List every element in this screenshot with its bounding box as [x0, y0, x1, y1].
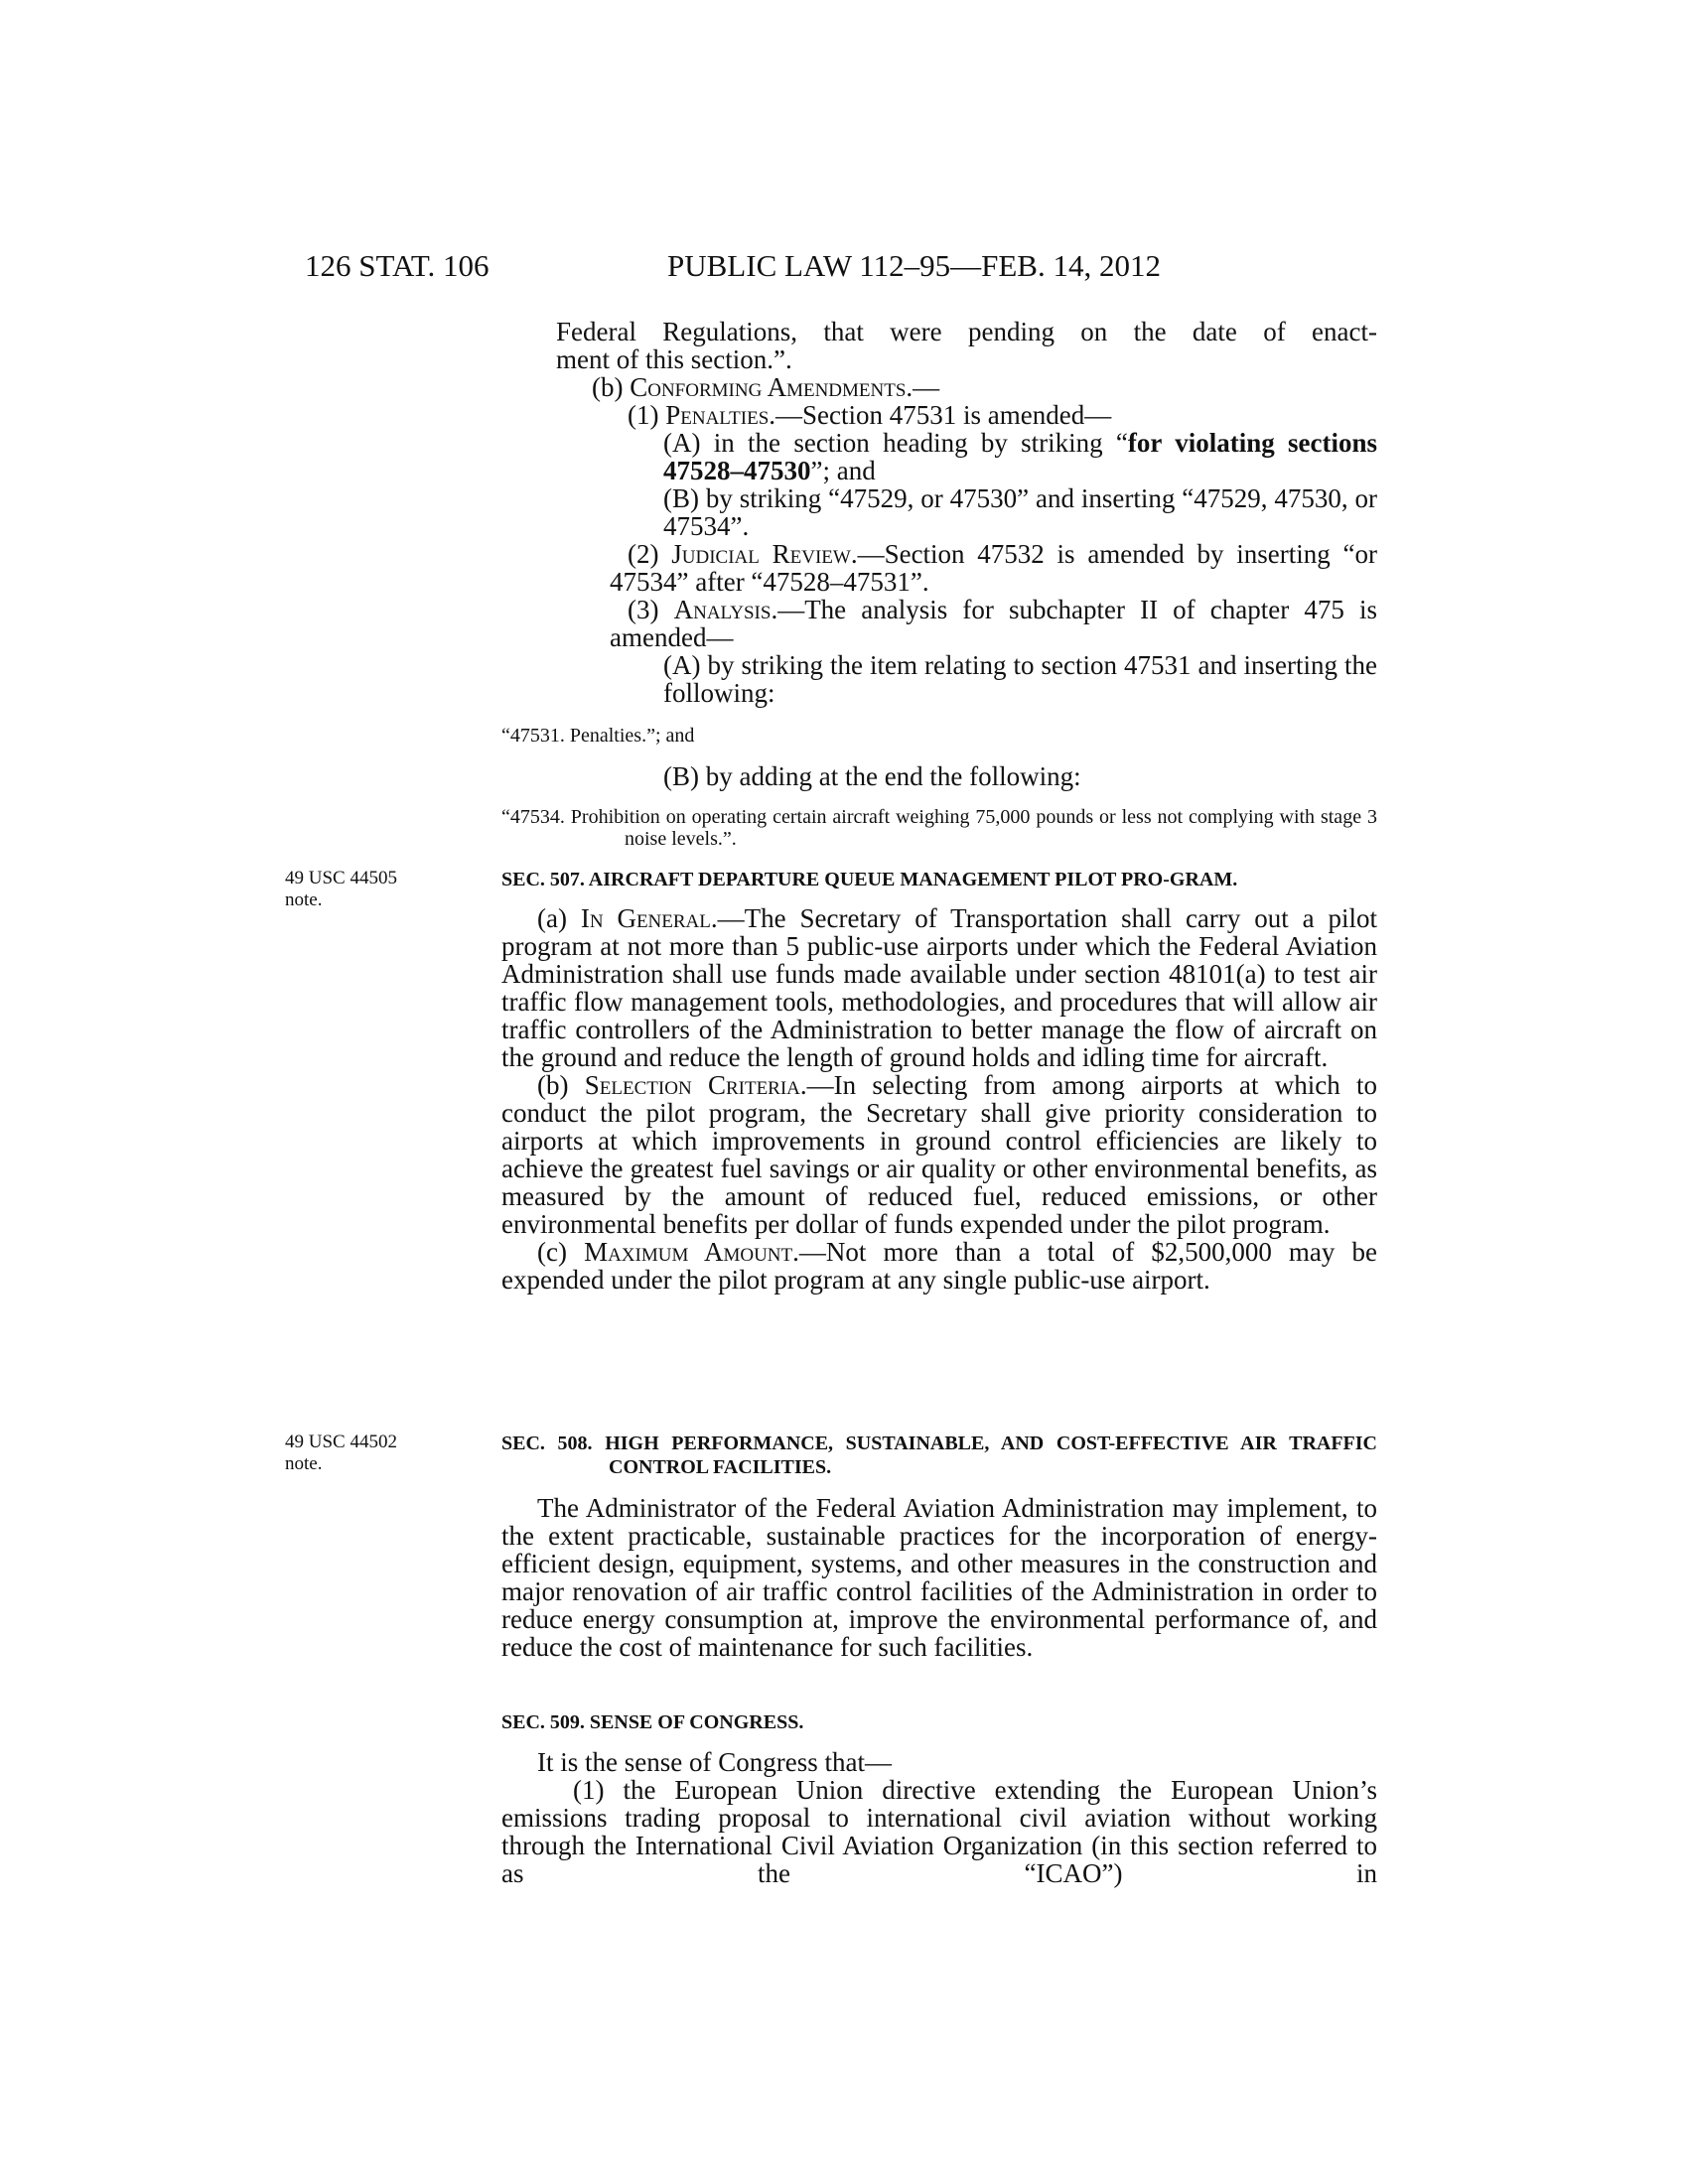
table-item-47534-text: “47534. Prohibition on operating certain aircraft weighing 75,000 pounds or less not complying with stage 3 noise levels.”. — [501, 806, 1377, 850]
paragraph-1-A-post: ”; and — [810, 456, 876, 485]
paragraph-1-heading: Penalties — [665, 400, 770, 430]
subsection-b-heading — [556, 373, 1377, 401]
sidenote-507-line-2: note. — [285, 889, 323, 910]
subsection-b-label: (b) — [592, 372, 624, 402]
section-509-paragraph-1: (1) the European Union directive extending the European Union’s emissions trading proposal to international civil aviation without working through the International Civil Aviation Organization (in this section referred to as the “ICAO”) in — [501, 1775, 1377, 1888]
section-507-b-text: .—In selecting from among airports at which to conduct the pilot program, the Secretary shall give priority consideration to airports at which improvements in ground control efficiencies are likely to achieve the greatest fuel savings or air quality or other environmental benefits, as measured by the amount of reduced fuel, reduced emissions, or other environmental benefits per dollar of funds expended under the pilot program. — [501, 1070, 1378, 1239]
paragraph-2-number: (2) — [628, 539, 659, 569]
paragraph-3-number: (3) — [628, 595, 659, 624]
section-507-a-label: (a) — [537, 903, 567, 933]
paragraph-3-B: (B) by adding at the end the following: — [663, 761, 1081, 791]
section-508-heading: SEC. 508. HIGH PERFORMANCE, SUSTAINABLE, AND COST-EFFECTIVE AIR TRAFFIC CONTROL FACILITIES. — [501, 1433, 1377, 1478]
paragraph-1-text: .—Section 47531 is amended— — [769, 400, 1112, 430]
continuation-line-2: ment of this section.”. — [556, 344, 792, 374]
paragraph-3-A: (A) by striking the item relating to section 47531 and inserting the following: — [663, 650, 1377, 708]
section-507-c-heading: Maximum Amount — [584, 1237, 793, 1267]
paragraph-2-text: .—Section 47532 is amended by inserting “or 47534” after “47528–47531”. — [610, 539, 1377, 597]
section-507-a-text: .—The Secretary of Transportation shall carry out a pilot program at not more than 5 public-use airports under which the Federal Aviation Administration shall use funds made available under section 48101(a) to test air traffic flow management tools, methodologies, and procedures that will allow air traffic controllers of the Administration to better manage the flow of aircraft on the ground and reduce the length of ground holds and idling time for aircraft. — [501, 903, 1378, 1072]
section-507-b-label: (b) — [537, 1070, 569, 1100]
section-507-b — [501, 1071, 1377, 1238]
paragraph-3-heading: Analysis — [673, 595, 772, 624]
continuation-block — [556, 318, 1377, 707]
subsection-b-title: Conforming Amendments — [630, 372, 907, 402]
section-508 — [501, 1432, 1377, 1661]
sidenote-sec-507 — [285, 868, 397, 911]
running-header-title: PUBLIC LAW 112–95—FEB. 14, 2012 — [667, 248, 1161, 283]
section-509-intro: It is the sense of Congress that— — [537, 1747, 892, 1777]
paragraph-2-heading: Judicial Review — [671, 539, 851, 569]
sidenote-508-line-2: note. — [285, 1453, 323, 1474]
sidenote-507-line-1: 49 USC 44505 — [285, 868, 397, 888]
section-507-b-heading: Selection Criteria — [584, 1070, 800, 1100]
section-508-text: The Administrator of the Federal Aviation Administration may implement, to the extent practicable, sustainable practices for the incorporation of energy-efficient design, equipment, systems, and other measures in the construction and major renovation of air traffic control facilities of the Administration in order to reduce energy consumption at, improve the environmental performance of, and reduce the cost of maintenance for such facilities. — [501, 1493, 1377, 1662]
section-507-heading: SEC. 507. AIRCRAFT DEPARTURE QUEUE MANAGEMENT PILOT PRO-GRAM. — [501, 869, 1238, 890]
section-507-c — [501, 1238, 1377, 1294]
section-507 — [501, 868, 1377, 1294]
section-509-heading: SEC. 509. SENSE OF CONGRESS. — [501, 1711, 804, 1733]
continuation-line-1: Federal Regulations, that were pending on the date of enact- — [556, 317, 1377, 346]
subsection-b-dash: .— — [906, 372, 940, 402]
table-item-47534 — [501, 806, 1377, 850]
section-507-a-heading: In General — [580, 903, 711, 933]
section-507-c-text: .—Not more than a total of $2,500,000 may be expended under the pilot program at any single public-use airport. — [501, 1237, 1377, 1295]
page-number-stat: 126 STAT. 106 — [305, 248, 490, 283]
paragraph-2-judicial-review — [556, 540, 1377, 596]
paragraph-1-A — [556, 429, 1377, 484]
paragraph-1-B: (B) by striking “47529, or 47530” and inserting “47529, 47530, or 47534”. — [663, 483, 1377, 541]
section-509 — [501, 1710, 1377, 1887]
sidenote-508-line-1: 49 USC 44502 — [285, 1432, 397, 1452]
sidenote-sec-508 — [285, 1432, 397, 1475]
section-507-c-label: (c) — [537, 1237, 567, 1267]
paragraph-1-A-pre: (A) in the section heading by striking “ — [663, 428, 1128, 458]
section-507-a — [501, 904, 1377, 1071]
paragraph-1-A-bold: for violating sections 47528–47530 — [663, 428, 1377, 485]
paragraph-1-penalties — [556, 401, 1377, 429]
table-item-47531: “47531. Penalties.”; and — [501, 725, 695, 747]
paragraph-3-analysis — [556, 596, 1377, 651]
paragraph-1-number: (1) — [628, 400, 659, 430]
paragraph-3-text: .—The analysis for subchapter II of chapter 475 is amended— — [610, 595, 1377, 652]
